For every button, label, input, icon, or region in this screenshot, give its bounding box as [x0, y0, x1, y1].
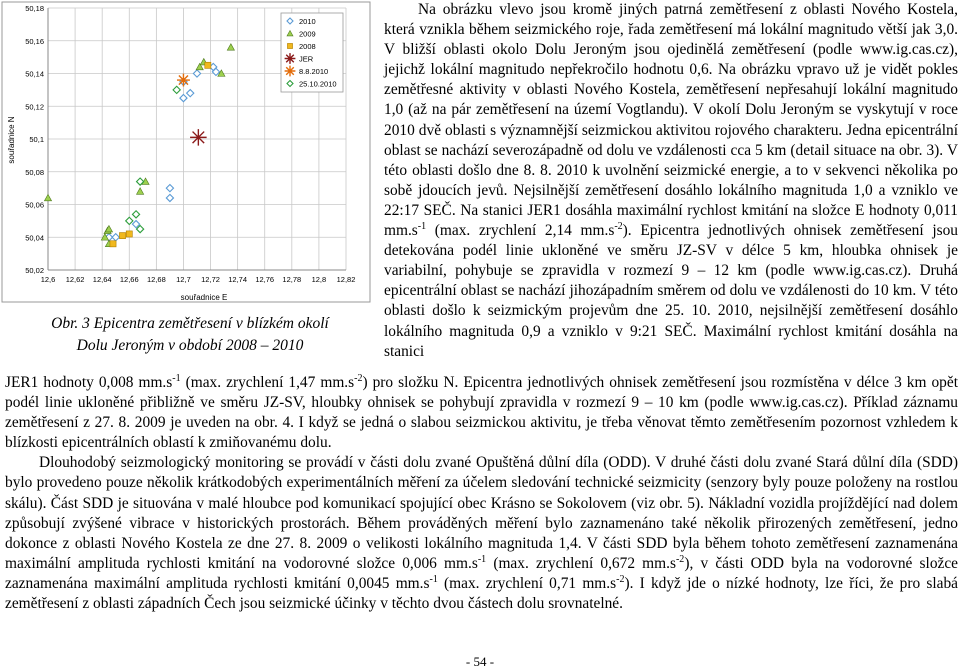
chart-xlabel: souřadnice E [180, 293, 228, 302]
x-tick-label: 12,74 [228, 275, 248, 284]
superscript: -1 [417, 221, 427, 233]
data-point [205, 62, 211, 68]
page-number: - 54 - [465, 654, 495, 669]
y-tick-label: 50,02 [25, 266, 44, 275]
y-tick-label: 50,14 [25, 69, 44, 79]
paragraph-monitoring [5, 453, 958, 614]
text-run: ), v části ODD byla na vodorovné složce zaznamenána maximální amplituda rychlosti kmitání 0,0045 mm.s [5, 554, 959, 592]
y-tick-label: 50,16 [25, 36, 44, 46]
chart-ylabel: souřadnice N [7, 116, 16, 164]
legend-marker [285, 66, 296, 77]
y-tick-label: 50,04 [25, 233, 44, 243]
x-tick-label: 12,66 [119, 275, 139, 284]
legend-label: JER [299, 54, 314, 64]
x-tick-label: 12,76 [255, 275, 275, 284]
full-width-text [5, 373, 958, 614]
superscript: -2 [614, 221, 623, 233]
text-run: (max. zrychlení 2,14 mm.s [426, 222, 615, 240]
x-tick-label: 12,64 [92, 275, 112, 284]
caption-line-2: Dolu Jeroným v období 2008 – 2010 [76, 337, 304, 354]
y-tick-label: 50,12 [25, 102, 44, 112]
superscript: -1 [429, 573, 438, 585]
y-tick-label: 50,08 [25, 167, 44, 177]
legend-label: 2009 [299, 29, 316, 39]
text-run: Na obrázku vlevo jsou kromě jiných patrná zemětřesení z oblasti Nového Kostela, která vznikla během seizmického roje, řada zemětřesení má lokální magnitudo větší jak 3,0. V bližší oblasti okolo Dolu Jeroným jsou ojedinělá zemětřesení (podle www.ig.cas.cz), jejichž lokální magnitudo nepřekročilo hodnotu 0,6. Na obrázku vpravo už je vidět pokles zemětřesné aktivity v oblasti Nového Kostela, zemětřesení nepřesahují lokální magnitudo 1,0 (až na pár zemětřesení na území Vogtlandu). V okolí Dolu Jeroným se vyskytují v roce 2010 dvě oblasti s významnější seizmickou aktivitou rojového charakteru. Jedna epicentrální oblast se nachází severozápadně od dolu ve vzdálenosti cca 5 km (detail situace na obr. 3). V této oblasti došlo dne 8. 8. 2010 k uvolnění seizmické energie, a to v sekvenci několika po sobě jdoucích jevů. Nejsilnější zemětřesení dosáhlo lokálního magnituda 1,0 a vzniklo ve 22:17 SEČ. Na stanici JER1 dosáhla maximální rychlost kmitání na složce E hodnoty 0,011 mm.s [384, 1, 958, 240]
x-tick-label: 12,62 [65, 275, 85, 284]
text-run: ). I když jde o nízké hodnoty, lze říci, že pro slabá zemětřesení z oblasti západních Čech jsou seizmické účinky v těchto dvou částech dolu srovnatelné. [5, 574, 958, 613]
text-run: (max. zrychlení 0,71 mm.s [437, 574, 617, 592]
text-run: (max. zrychlení 0,672 mm.s [486, 554, 676, 572]
x-tick-label: 12,72 [201, 275, 220, 284]
text-run: JER1 hodnoty 0,008 mm.s [5, 374, 173, 391]
legend-marker [287, 43, 292, 48]
y-tick-label: 50,06 [25, 200, 44, 210]
superscript: -1 [172, 373, 181, 384]
right-column-text [384, 0, 958, 362]
x-tick-label: 12,7 [176, 275, 191, 284]
text-run: Dlouhodobý seizmologický monitoring se provádí v části dolu zvané Opuštěná důlní díla (ODD). V druhé části dolu zvané Stará důlní díla (SDD) bylo provedeno pouze několik krátkodobých experimentálních měření za účelem sledování technické seizmicity (senzory byly pouze položeny na rostlou skálu). Část SDD je situována v malé hloubce pod komunikací spojující obec Krásno se Sokolovem (viz obr. 5). Nákladní vozidla projíždějící nad dolem způsobují zvýšené vibrace v historických prostorách. Během prováděných měření bylo zaznamenáno také několik přirozených zemětřesení, jedno dokonce z oblasti Nového Kostela ze dne 27. 8. 2009 o velikosti lokálního magnituda 1,4. V části SDD byla během tohoto zemětřesení zaznamenána maximální amplituda rychlosti kmitání na vodorovné složce 0,006 mm.s [5, 454, 958, 572]
text-run: ). Epicentra jednotlivých ohnisek zemětřesení jsou detekována podél linie ukloněné ve směru JZ-SV v délce 5 km, hloubka ohnisek je variabilní, pohybuje se zpravidla v rozmezí 9 – 12 km (podle www.ig.cas.cz). Druhá epicentrální oblast se nachází jihozápadním směrem od dolu ve vzdálenosti do 10 km. V této oblasti došlo k seizmickým projevům dne 25. 10. 2010, nejsilnější zemětřesení dosáhlo lokálního magnituda 0,9 a vzniklo v 9:21 SEČ. Maximální rychlost kmitání dosáhla na stanici [384, 222, 958, 360]
text-run: (max. zrychlení 1,47 mm.s [180, 374, 355, 391]
figure-caption [8, 313, 372, 357]
superscript: -2 [675, 553, 685, 565]
x-tick-label: 12,8 [311, 275, 327, 284]
paragraph-earthquakes-intro [384, 0, 958, 362]
data-point [126, 231, 132, 237]
x-tick-label: 12,68 [146, 275, 166, 284]
caption-line-1: Obr. 3 Epicentra zemětřesení v blízkém okolí [51, 315, 329, 332]
legend-label: 8.8.2010 [299, 67, 329, 76]
legend-label: 2008 [299, 42, 316, 51]
data-point [119, 233, 125, 239]
chart-legend [281, 13, 343, 92]
superscript: -2 [354, 373, 363, 384]
x-tick-label: 12,78 [282, 275, 302, 284]
legend-label: 2010 [299, 17, 316, 26]
data-point [110, 241, 116, 247]
x-tick-label: 12,82 [336, 275, 356, 284]
text-run: ) pro složku N. Epicentra jednotlivých ohnisek zemětřesení jsou rozmístěna v délce 3 km opět podél linie ukloněné přibližně ve směru JZ-SV, hloubky ohnisek se pohybují zpravidla v rozmezí 9 – 10 km (podle www.ig.cas.cz). Příklad záznamu zemětřesení z 27. 8. 2009 je uveden na obr. 4. I když se jedná o slabou seizmickou aktivitu, je třeba věnovat těmto zemětřesením pozornost vzhledem k blízkosti epicentrálních oblastí k zmiňovanému dolu. [5, 374, 958, 452]
superscript: -2 [616, 573, 625, 585]
legend-label: 25.10.2010 [299, 79, 337, 89]
epicenter-scatter-chart [0, 0, 372, 305]
superscript: -1 [477, 553, 487, 565]
data-point [177, 74, 190, 87]
x-tick-label: 12,6 [40, 275, 56, 284]
paragraph-continuation [5, 373, 958, 453]
y-tick-label: 50,1 [29, 135, 44, 144]
y-tick-label: 50,18 [25, 4, 44, 13]
